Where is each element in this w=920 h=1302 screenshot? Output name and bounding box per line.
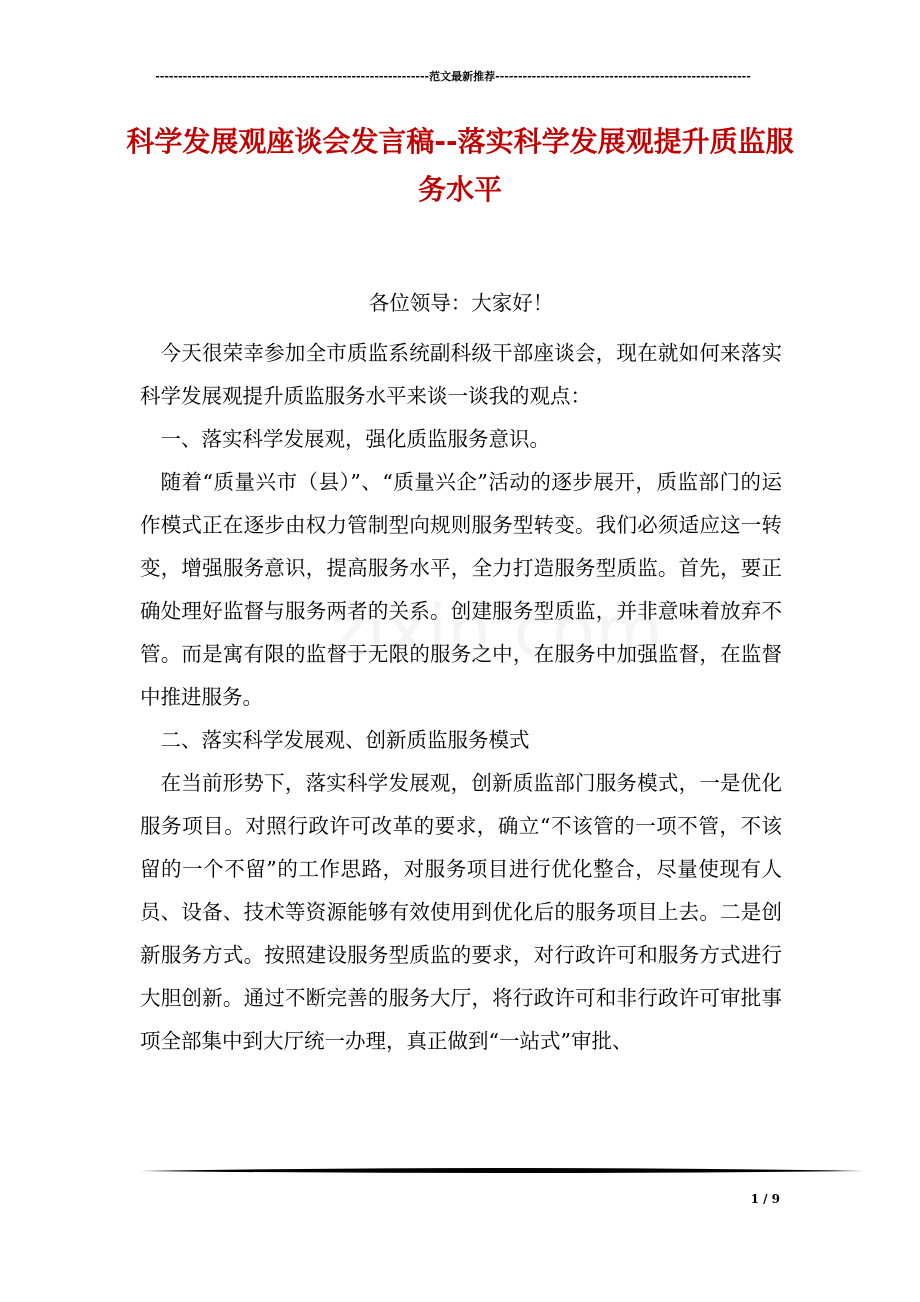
paragraph-section-1: 随着“质量兴市（县）”、“质量兴企”活动的逐步展开，质监部门的运作模式正在逐步由权力管制型向规则服务型转变。我们必须适应这一转变，增强服务意识，提高服务水平，全力打造服务型质监。首先，要正确处理好监督与服务两者的关系。创建服务型质监，并非意味着放弃不管。而是寓有限的监督于无限的服务之中，在服务中加强监督，在监督中推进服务。 [140,470,782,709]
section-heading-2: 二、落实科学发展观、创新质监服务模式 [160,728,530,752]
paragraph-section-2: 在当前形势下，落实科学发展观，创新质监部门服务模式，一是优化服务项目。对照行政许可改革的要求，确立“不该管的一项不管，不该留的一个不留”的工作思路，对服务项目进行优化整合，尽量使现有人员、设备、技术等资源能够有效使用到优化后的服务项目上去。二是创新服务方式。按照建设服务型质监的要求，对行政许可和服务方式进行大胆创新。通过不断完善的服务大厅，将行政许可和非行政许可审批事项全部集中到大厅统一办理，真正做到“一站式”审批、 [140,771,782,1053]
document-title: 科学发展观座谈会发言稿--落实科学发展观提升质监服务水平 [126,125,794,206]
header-dashes-right: -------------------------------------------------------- [495,70,751,83]
footer-rule [140,1166,864,1176]
paragraph-intro: 今天很荣幸参加全市质监系统副科级干部座谈会，现在就如何来落实科学发展观提升质监服务水平来谈一谈我的观点： [140,341,782,408]
document-body [140,282,782,1063]
page-number: 1 / 9 [750,1192,780,1206]
header-label: 范文最新推荐 [429,70,496,83]
header-dashes-left: ------------------------------------------------------------ [155,70,430,83]
section-heading-1: 一、落实科学发展观，强化质监服务意识。 [160,427,550,451]
greeting: 各位领导：大家好！ [368,291,554,315]
page-header [138,68,768,86]
